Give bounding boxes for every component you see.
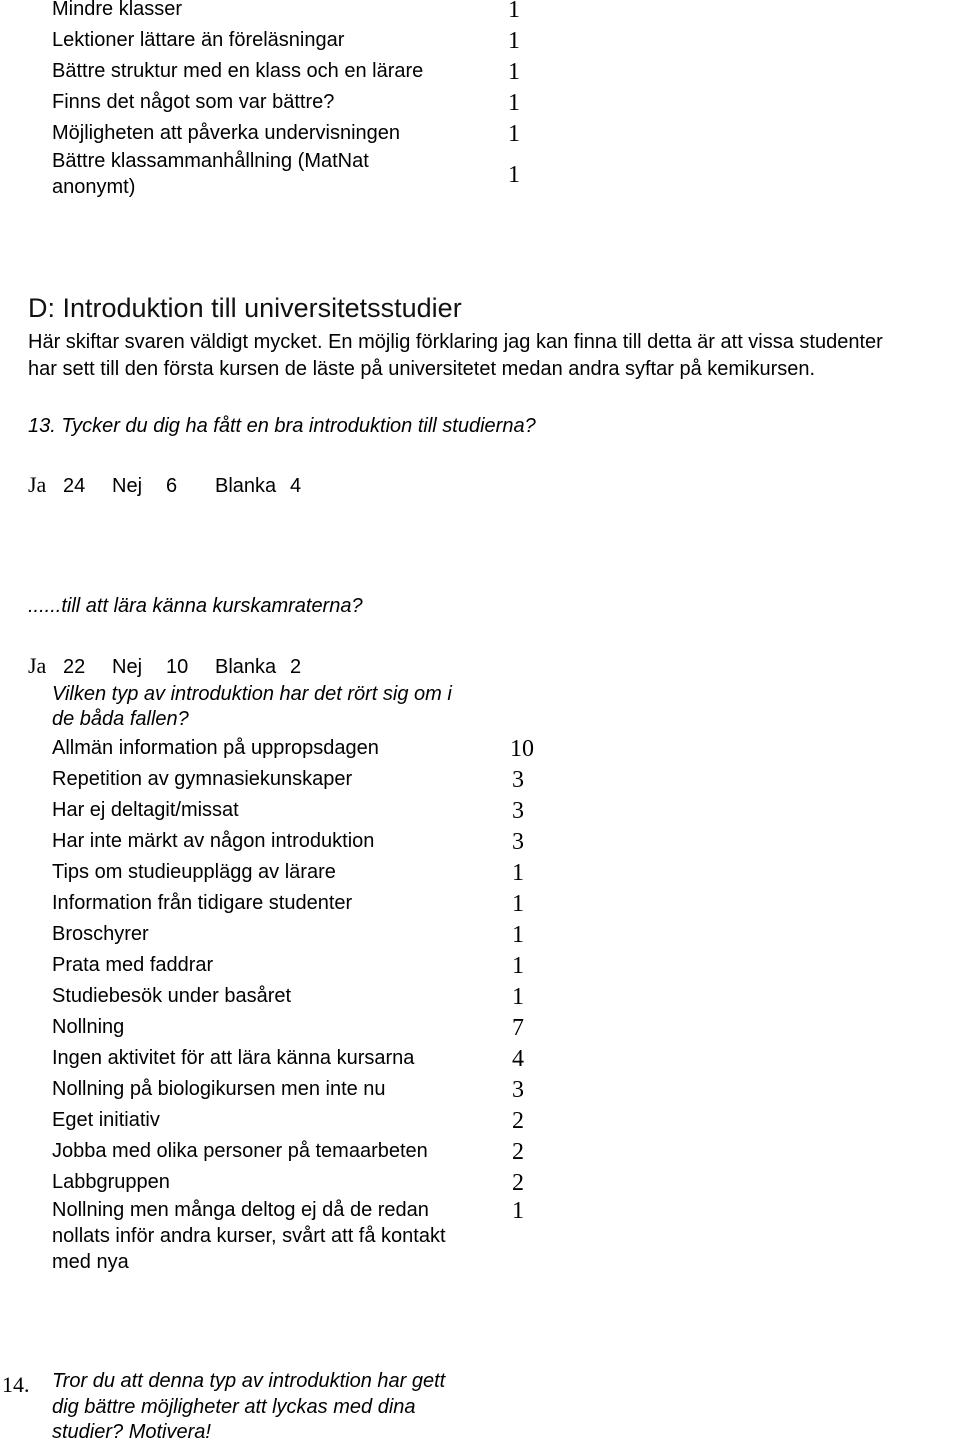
list-item-count: 3 <box>512 767 524 793</box>
list-item-label: Bättre klassammanhållning (MatNat <box>52 150 369 172</box>
list-item-label: Har ej deltagit/missat <box>52 799 239 821</box>
ja-label: Ja <box>28 653 47 678</box>
list-item-label: Finns det något som var bättre? <box>52 91 335 113</box>
list-item-label: Tips om studieupplägg av lärare <box>52 861 336 883</box>
nej-label: Nej <box>112 656 143 678</box>
list-item-count: 1 <box>508 0 520 23</box>
list-item-label: Broschyrer <box>52 923 149 945</box>
list-item-count: 1 <box>512 860 524 886</box>
list-item-count: 7 <box>512 1015 524 1041</box>
blanka-value: 4 <box>290 475 302 497</box>
list-item-label-cont: anonymt) <box>52 176 136 198</box>
list-item-count: 4 <box>512 1046 524 1072</box>
list-item-count: 3 <box>512 829 524 855</box>
list-item-label-cont: nollats inför andra kurser, svårt att få kontakt <box>52 1225 446 1247</box>
list-item-count: 1 <box>508 90 520 116</box>
list-item-count: 1 <box>512 1198 524 1224</box>
ja-label: Ja <box>28 472 47 497</box>
question-14-line: Tror du att denna typ av introduktion har gett <box>52 1370 446 1392</box>
question-14-line: dig bättre möjligheter att lyckas med dina <box>52 1396 416 1418</box>
blanka-value: 2 <box>290 656 302 678</box>
list-item-count: 1 <box>512 891 524 917</box>
list-item-label: Studiebesök under basåret <box>52 985 292 1007</box>
sub-question-line: Vilken typ av introduktion har det rört sig om i <box>52 683 452 705</box>
list-item-count: 2 <box>512 1170 524 1196</box>
list-item-count: 1 <box>508 121 520 147</box>
list-item-label: Lektioner lättare än föreläsningar <box>52 29 345 51</box>
ja-value: 22 <box>63 656 86 678</box>
list-item-count: 1 <box>512 953 524 979</box>
blanka-label: Blanka <box>215 656 277 678</box>
list-item-label: Bättre struktur med en klass och en lärare <box>52 60 424 82</box>
list-item-label: Har inte märkt av någon introduktion <box>52 830 375 852</box>
list-item-count: 1 <box>512 922 524 948</box>
list-item-label: Ingen aktivitet för att lära känna kursarna <box>52 1047 415 1069</box>
nej-value: 6 <box>166 475 178 497</box>
list-item-count: 1 <box>508 28 520 54</box>
list-item-label: Information från tidigare studenter <box>52 892 353 914</box>
list-item-label: Mindre klasser <box>52 0 183 20</box>
list-item-label: Labbgruppen <box>52 1171 170 1193</box>
list-item-label: Nollning på biologikursen men inte nu <box>52 1078 386 1100</box>
list-item-label: Jobba med olika personer på temaarbeten <box>52 1140 428 1162</box>
question-14-number: 14. <box>2 1372 30 1397</box>
section-paragraph-line: har sett till den första kursen de läste på universitetet medan andra syftar på kemikursen. <box>28 358 816 380</box>
question-13: 13. Tycker du dig ha fått en bra introduktion till studierna? <box>28 415 536 437</box>
list-item-label: Prata med faddrar <box>52 954 214 976</box>
list-item-label: Möjligheten att påverka undervisningen <box>52 122 400 144</box>
list-item-count: 1 <box>508 162 520 188</box>
list-item-label: Nollning <box>52 1016 125 1038</box>
list-item-count: 3 <box>512 1077 524 1103</box>
list-item-count: 1 <box>512 984 524 1010</box>
list-item-count: 10 <box>510 736 534 762</box>
nej-value: 10 <box>166 656 189 678</box>
ja-value: 24 <box>63 475 86 497</box>
list-item-label: Repetition av gymnasiekunskaper <box>52 768 353 790</box>
list-item-count: 3 <box>512 798 524 824</box>
list-item-label-cont: med nya <box>52 1251 129 1273</box>
blanka-label: Blanka <box>215 475 277 497</box>
question-13b: ......till att lära känna kurskamraterna? <box>28 595 363 617</box>
list-item-label: Nollning men många deltog ej då de redan <box>52 1199 429 1221</box>
section-paragraph-line: Här skiftar svaren väldigt mycket. En möjlig förklaring jag kan finna till detta är att vissa studenter <box>28 331 883 353</box>
question-14-line: studier? Motivera! <box>52 1421 211 1443</box>
list-item-count: 2 <box>512 1139 524 1165</box>
list-item-label: Allmän information på uppropsdagen <box>52 737 379 759</box>
section-heading: D: Introduktion till universitetsstudier <box>28 293 462 323</box>
nej-label: Nej <box>112 475 143 497</box>
list-item-count: 2 <box>512 1108 524 1134</box>
list-item-count: 1 <box>508 59 520 85</box>
list-item-label: Eget initiativ <box>52 1109 160 1131</box>
sub-question-line: de båda fallen? <box>52 708 189 730</box>
